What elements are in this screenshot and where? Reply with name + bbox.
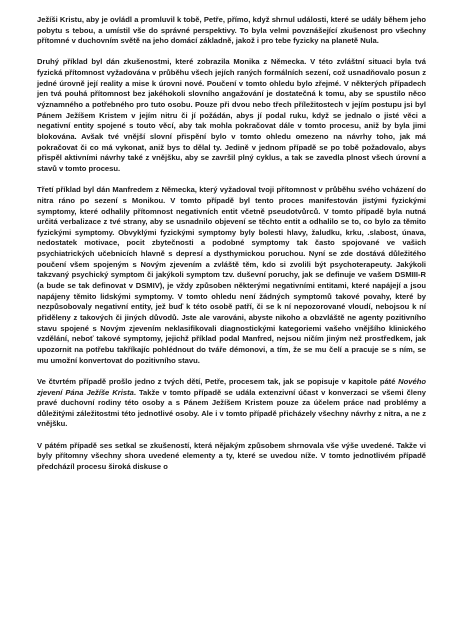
paragraph-second-example: Druhý příklad byl dán zkušenostmi, které zobrazila Monika z Německa. V této zvláštní situaci byla tvá fyzická přítomnost vyžadována v průběhu všech jejích raných formálních sezení, což usnadňovalo posun z jedné úrovně její reality a mise k úrovni nové. Poučení v tomto ohledu bylo zřejmé. V některých případech jen tvá pouhá přítomnost bez jakéhokoli slovního angažování je dostatečná k tomu, aby se spustilo něco významného a potřebného pro tuto osobu. Pouze při dvou nebo třech příležitostech v jejím postupu jsi byl Pánem Ježíšem Kristem v jejím nitru či jí požádán, abys jí podal ruku, když se jednalo o jisté věci a negativní entity spojené s touto věcí, aby tak mohla pokračovat dále v tomto procesu, aniž by byla jimi blokována. Avšak tvé vnější slovní přispění bylo v tomto ohledu omezeno na návrhy toho, jak má pokračovat či co má vykonat, aniž bys to dělal ty. Jedině v jednom případě se po tobě požadovalo, abys přispěl aktivními návrhy také z vnějšku, aby se završil plný cyklus, a tak se zavedla plnost všech úrovní a stavů v tomto procesu. <box>37 57 426 174</box>
paragraph-third-example: Třetí příklad byl dán Manfredem z Německa, který vyžadoval tvoji přítomnost v průběhu svého vcházení do nitra ráno po sezení s Monikou. V tomto případě byl tento proces manifestován jistými fyzickými symptomy, které odhalily přítomnost negativních entit včetně pseudotvůrců. V tomto případě byla nutná určitá verbalizace z tvé strany, aby se usnadnilo objevení se těchto entit a odhalilo se to, co bylo za těmito fyzickými symptomy. Obvyklými fyzickými symptomy byly bolesti hlavy, žaludku, krku, .slabost, únava, nedostatek motivace, pocit zbytečnosti a podobné symptomy tak často spojované ve vašich psychiatrických učebnicích hlavně s depresí a dysthymickou poruchou. Nyní se zde dostává důležitého poučení všem spojeným s Novým zjevením a zvláště těm, kdo si zvolili být psychoterapeuty. Jakýkoli takzvaný psychický symptom či jakýkoli symptom tzv. duševní poruchy, jak se definuje ve vašem DSMIII-R (a bude se tak definovat v DSMIV), je vždy způsoben některými negativními entitami, které napájejí a jsou napájeny těmito lidskými symptomy. V tomto ohledu není žádných symptomů takové povahy, které by nezpůsobovaly negativní entity, jež buď k této osobě patří, či se k ní nepozorované vloudí, nebojsou k ní přiděleny z takových či jiných důvodů. Jste ale varováni, abyste nikoho a obzvláště ne agenty pozitivního stavu spojené s Novým zjevením neklasifikovali diagnostickými kategoriemi vašeho vnějšího klinického vzdělání, neboť takové symptomy, jejichž příklad podal Manfred, nejsou ničím jiným než prostředkem, jak upozornit na potřebu takříkajíc pohlédnout do tváře démonovi, a tím, že se mu čelí a pracuje se s ním, se mu umožní konvertovat do pozitivního stavu. <box>37 185 426 365</box>
book-title-reference: Nového zjevení Pána Ježíše Krista <box>37 376 426 397</box>
paragraph-fourth-text-start: Ve čtvrtém případě prošlo jedno z tvých dětí, Petře, procesem tak, jak se popisuje v kapitole páté <box>37 376 399 386</box>
paragraph-fourth-text-end: . Takže v tomto případě se udála extenzivní účast v konverzaci se všemi členy pravé duchovní rodiny této osoby a s Pánem Ježíšem Kristem pouze za účelem práce nad problémy a důležitými záležitostmi této jednotlivé osoby. Ale i v tomto případě přicházely všechny návrhy z nitra, a ne z vnějšku. <box>37 387 426 429</box>
paragraph-intro: Ježíši Kristu, aby je ovládl a promluvil k tobě, Petře, přímo, když shrnul události, které se udály během jeho pobytu s tebou, a umístil vše do správné perspektivy. To byla velmi povznášející zkušenost pro všechny přítomné v duchovním světě na jeho domácí základně, jakož i pro tebe fyzicky na planetě Nula. <box>37 15 426 46</box>
paragraph-fourth-example <box>37 377 426 430</box>
paragraph-fifth-example: V pátém případě ses setkal se zkušeností, která nějakým způsobem shrnovala vše výše uvedené. Takže vi byly přítomny všechny shora uvedené elementy a ty, které se uvedou níže. V tomto jednotlivém případě předcházíl procesu široká diskuse o <box>37 440 426 471</box>
